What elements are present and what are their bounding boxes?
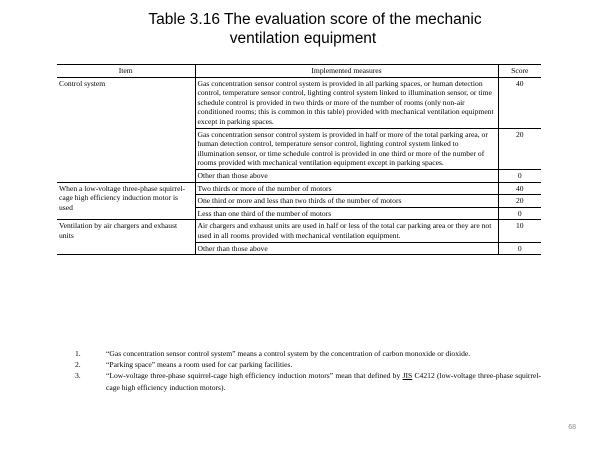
title-line-1: Table 3.16 The evaluation score of the mechanic [148,11,482,28]
measure-cell: Other than those above [195,242,498,255]
score-cell: 40 [498,182,541,195]
note-number: 2. [75,360,81,370]
note-item [75,370,541,392]
note-text: “Parking space” means a room used for car parking facilities. [106,360,293,370]
item-cell: Control system [57,77,195,182]
note-item [75,359,541,370]
measure-cell: One third or more and less than two thirds of the number of motors [195,195,498,208]
evaluation-table [57,64,541,255]
table-row [57,77,541,128]
header-item: Item [57,65,195,78]
header-implemented-measures: Implemented measures [195,65,498,78]
measure-cell: Gas concentration sensor control system is provided in half or more of the total parking area, or human detection control, temperature sensor control, lighting control system linked to illumination sensor, or time schedule control is provided in one third or more of the number of rooms provided with mechanical ventilation equipment except in parking spaces. [195,128,498,169]
measure-cell: Other than those above [195,169,498,182]
score-cell: 20 [498,195,541,208]
table-title [0,10,600,48]
item-cell: When a low-voltage three-phase squirrel-cage high efficiency induction motor is used [57,182,195,220]
measure-cell: Gas concentration sensor control system is provided in all parking spaces, or human detection control, temperature sensor control, lighting control system linked to illumination sensor, or time schedule control is provided in two thirds or more of the number of rooms (only non-air conditioned rooms; this is common in this table) provided with mechanical ventilation equipment except in parking spaces. [195,77,498,128]
measure-cell: Air chargers and exhaust units are used in half or less of the total car parking area or they are not used in all rooms provided with mechanical ventilation equipment. [195,220,498,242]
title-line-2: ventilation equipment [229,30,377,47]
score-cell: 40 [498,77,541,128]
score-cell: 10 [498,220,541,242]
score-cell: 0 [498,242,541,255]
score-cell: 0 [498,207,541,220]
note-item [75,348,541,359]
note-number: 3. [75,371,81,381]
note-text-after: C4212 (low-voltage three-phase squirrel-cage high efficiency induction motors). [106,371,541,392]
item-cell: Ventilation by air chargers and exhaust units [57,220,195,255]
score-cell: 20 [498,128,541,169]
page-number: 68 [568,424,576,431]
note-text: “Gas concentration sensor control system” means a control system by the concentration of carbon monoxide or dioxide. [106,349,471,358]
score-cell: 0 [498,169,541,182]
note-text-before: “Low-voltage three-phase squirrel-cage high efficiency induction motors” mean that defined by [106,371,403,381]
table-notes [75,348,541,393]
header-score: Score [498,65,541,78]
table-row [57,182,541,195]
note-number: 1. [75,349,81,358]
measure-cell: Less than one third of the number of motors [195,207,498,220]
table-header-row [57,65,541,78]
jis-link-text: JIS [402,371,413,381]
table-row [57,220,541,242]
measure-cell: Two thirds or more of the number of motors [195,182,498,195]
